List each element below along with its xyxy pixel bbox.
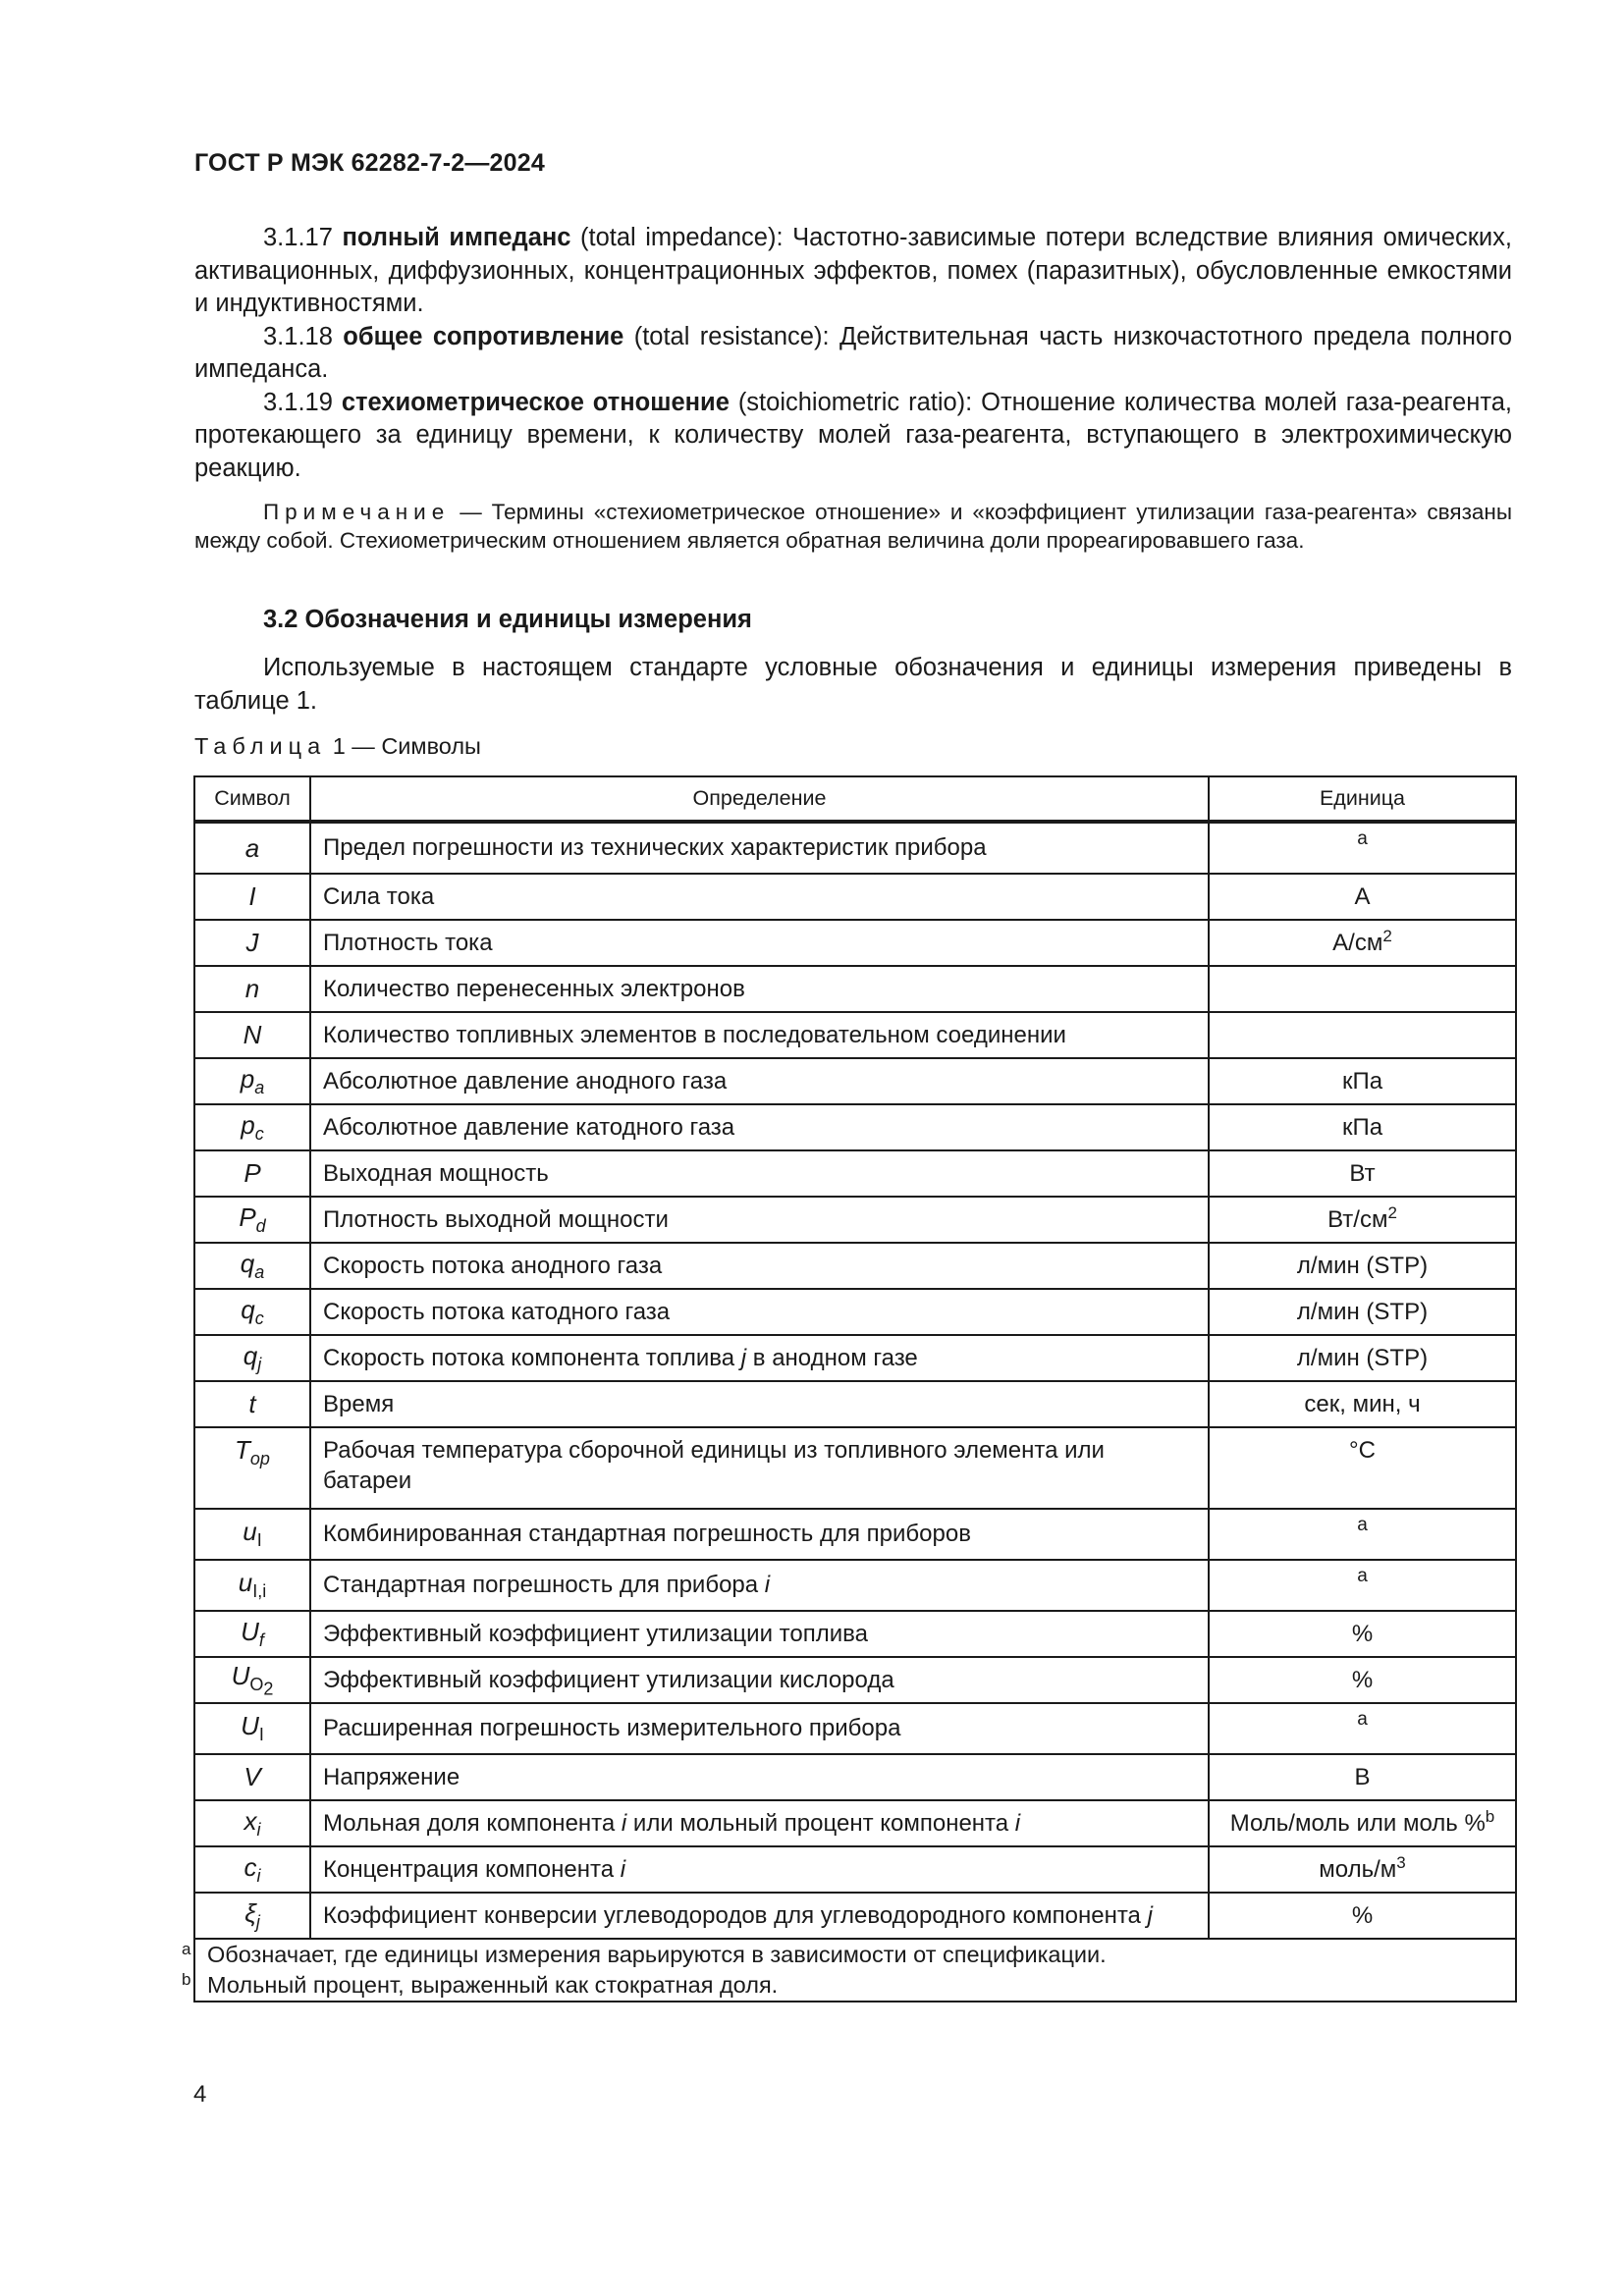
unit-text: A: [1354, 882, 1371, 910]
definition-english: (stoichiometric ratio):: [737, 388, 973, 416]
definition-text: Эффективный коэффициент утилизации топлива: [323, 1620, 868, 1647]
table-header-row: [194, 776, 1516, 822]
definition-cell: [310, 874, 1209, 920]
definition-cell: [310, 1381, 1209, 1427]
definition-cell: [310, 1703, 1209, 1754]
definition-text: Скорость потока компонента топлива: [323, 1344, 741, 1371]
symbol-cell: [194, 874, 310, 920]
unit-superscript: a: [1357, 1515, 1368, 1535]
symbol-cell: [194, 1509, 310, 1560]
note-text: — Термины «стехиометрическое отношение» и «коэффициент утилизации газа-реагента» связаны между собой. Стехиометрическим отношением является обратная величина доли прореагировавшего газа.: [194, 500, 1512, 553]
table-caption: [194, 733, 481, 760]
table-caption-text: 1 — Символы: [332, 733, 481, 759]
unit-text: л/мин (STP): [1296, 1252, 1429, 1279]
symbol-subscript: d: [255, 1216, 266, 1237]
definition-text: Абсолютное давление анодного газа: [323, 1067, 728, 1095]
unit-cell: [1209, 1289, 1516, 1335]
unit-cell: [1209, 1509, 1516, 1560]
definition-text: Количество топливных элементов в последовательном соединении: [323, 1021, 1066, 1048]
symbol-text: u: [243, 1517, 257, 1547]
definition-text: Частотно-зависимые потери вследствие влияния омических, активационных, диффузионных, концентрационных эффектов, помех (паразитных), обусловленные емкостями и индуктивностями.: [194, 224, 1513, 317]
unit-text: л/мин (STP): [1296, 1344, 1429, 1371]
symbol-cell: [194, 1012, 310, 1058]
symbol-text: P: [239, 1201, 256, 1232]
footnote-mark: a: [182, 1940, 191, 1958]
symbol-cell: [194, 1335, 310, 1381]
definition-english: (total impedance):: [580, 224, 784, 251]
unit-text: моль/м: [1319, 1855, 1397, 1883]
unit-text: %: [1351, 1666, 1374, 1693]
section-title: 3.2 Обозначения и единицы измерения: [263, 606, 752, 633]
unit-cell: [1209, 1427, 1516, 1509]
header-definition: Определение: [310, 776, 1209, 822]
table-row: [194, 1703, 1516, 1754]
table-row: [194, 1509, 1516, 1560]
symbol-text: p: [240, 1063, 255, 1094]
footnote-mark: b: [182, 1970, 191, 1989]
symbol-text: T: [235, 1435, 250, 1465]
table-row: [194, 1289, 1516, 1335]
unit-cell: [1209, 1058, 1516, 1104]
definition-term: полный импеданс: [342, 224, 571, 251]
definition-text: Предел погрешности из технических характеристик прибора: [323, 834, 987, 861]
definition-cell: [310, 1427, 1209, 1509]
symbol-subscript: j: [257, 1355, 262, 1375]
symbol-subscript: I: [258, 1725, 264, 1745]
section-intro-block: [194, 652, 1512, 718]
definition-number: 3.1.17: [263, 224, 333, 251]
unit-cell: [1209, 920, 1516, 966]
symbol-text: ξ: [244, 1897, 256, 1928]
symbol-text: U: [241, 1616, 259, 1646]
symbol-text: p: [241, 1109, 255, 1140]
definition-text: Стандартная погрешность для прибора: [323, 1572, 765, 1598]
definition-text: Мольная доля компонента: [323, 1809, 622, 1837]
table-row: [194, 1104, 1516, 1150]
table-row: [194, 1150, 1516, 1197]
symbol-subscript-2: 2: [263, 1679, 274, 1699]
definition-cell: [310, 1058, 1209, 1104]
definition-cell: [310, 1893, 1209, 1939]
definition-text-end: или мольный процент компонента: [626, 1809, 1015, 1837]
definition-text: Скорость потока катодного газа: [323, 1298, 671, 1325]
definition-text: Эффективный коэффициент утилизации кислорода: [323, 1666, 894, 1693]
definition-3-1-17: [194, 222, 1512, 321]
definitions-block: [194, 222, 1512, 555]
page-number: 4: [193, 2081, 207, 2108]
symbol-subscript: I: [256, 1530, 262, 1551]
definition-cell: [310, 1012, 1209, 1058]
table-row: [194, 1560, 1516, 1611]
definition-term: стехиометрическое отношение: [341, 388, 730, 416]
definition-cell: [310, 920, 1209, 966]
unit-cell: [1209, 1012, 1516, 1058]
footnote-line: [182, 1940, 1503, 1970]
symbol-subscript: c: [254, 1308, 264, 1329]
definition-cell: [310, 966, 1209, 1012]
unit-superscript: a: [1357, 828, 1368, 849]
unit-text: A/см: [1332, 929, 1383, 956]
unit-superscript: a: [1357, 1566, 1368, 1586]
unit-cell: [1209, 1243, 1516, 1289]
unit-cell: [1209, 1104, 1516, 1150]
definition-term: общее сопротивление: [343, 322, 624, 350]
definition-text: Расширенная погрешность измерительного прибора: [323, 1715, 901, 1741]
symbol-subscript: op: [249, 1449, 270, 1469]
unit-text: кПа: [1341, 1067, 1383, 1095]
unit-cell: [1209, 1893, 1516, 1939]
definition-text: Скорость потока анодного газа: [323, 1252, 663, 1279]
table-caption-label: Таблица: [194, 733, 327, 759]
unit-cell: [1209, 822, 1516, 874]
symbol-cell: [194, 1289, 310, 1335]
symbol-text: U: [241, 1711, 259, 1741]
unit-text: °C: [1349, 1437, 1376, 1464]
header-unit: Единица: [1209, 776, 1516, 822]
unit-cell: [1209, 1800, 1516, 1846]
symbol-text: V: [244, 1762, 261, 1791]
symbol-text: q: [243, 1340, 258, 1370]
symbol-cell: [194, 1150, 310, 1197]
table-row: [194, 1754, 1516, 1800]
unit-cell: [1209, 1381, 1516, 1427]
unit-text: B: [1354, 1763, 1371, 1790]
symbol-cell: [194, 1893, 310, 1939]
definition-cell: [310, 1509, 1209, 1560]
table-row: [194, 1381, 1516, 1427]
symbol-subscript: a: [254, 1262, 265, 1283]
definition-text: Сила тока: [323, 882, 435, 910]
symbol-cell: [194, 1611, 310, 1657]
definition-cell: [310, 1657, 1209, 1703]
definition-cell: [310, 1289, 1209, 1335]
symbols-table: [182, 775, 1517, 2002]
definition-text: Отношение количества молей газа-реагента, протекающего за единицу времени, к количеству молей газа-реагента, вступающего в электрохимическую реакцию.: [194, 388, 1512, 482]
symbol-text: q: [241, 1294, 255, 1324]
symbol-text: U: [231, 1660, 250, 1690]
definition-text: Рабочая температура сборочной единицы из топливного элемента или батареи: [323, 1437, 1105, 1494]
definition-italic: i: [764, 1572, 771, 1598]
note-label: Примечание: [263, 500, 451, 524]
unit-text: л/мин (STP): [1296, 1298, 1429, 1325]
symbol-cell: [194, 920, 310, 966]
symbol-cell: [194, 1381, 310, 1427]
definition-text-end: в анодном газе: [746, 1344, 918, 1371]
unit-cell: [1209, 1754, 1516, 1800]
unit-cell: [1209, 874, 1516, 920]
definition-cell: [310, 1150, 1209, 1197]
symbol-subscript: c: [254, 1124, 264, 1145]
symbol-cell: [194, 1427, 310, 1509]
unit-text: Моль/моль или моль %: [1229, 1809, 1486, 1837]
unit-superscript: a: [1357, 1709, 1368, 1730]
definition-cell: [310, 1560, 1209, 1611]
definition-cell: [310, 1611, 1209, 1657]
unit-text: %: [1351, 1901, 1374, 1929]
symbol-subscript: j: [255, 1912, 260, 1933]
symbol-subscript: I,i: [252, 1581, 267, 1602]
definition-number: 3.1.19: [263, 388, 333, 416]
table-row: [194, 1243, 1516, 1289]
symbol-text: q: [240, 1248, 255, 1278]
note: [194, 499, 1512, 555]
table-row: [194, 1012, 1516, 1058]
footnote-row: [194, 1939, 1516, 2002]
unit-cell: [1209, 1846, 1516, 1893]
symbol-text: n: [244, 974, 260, 1003]
definition-cell: [310, 1800, 1209, 1846]
unit-cell: [1209, 1560, 1516, 1611]
definition-3-1-19: [194, 387, 1512, 486]
definition-text: Напряжение: [323, 1763, 460, 1790]
definition-cell: [310, 1197, 1209, 1243]
table-row: [194, 1427, 1516, 1509]
table-row: [194, 1058, 1516, 1104]
definition-italic: i: [1014, 1809, 1021, 1837]
document-header: ГОСТ Р МЭК 62282-7-2—2024: [194, 149, 545, 177]
table-row: [194, 1846, 1516, 1893]
unit-text: %: [1351, 1620, 1374, 1647]
unit-text: Вт/см: [1327, 1205, 1388, 1233]
definition-cell: [310, 1243, 1209, 1289]
table-row: [194, 1893, 1516, 1939]
symbol-subscript: O2: [249, 1674, 274, 1699]
unit-superscript: b: [1485, 1806, 1495, 1826]
symbol-cell: [194, 1243, 310, 1289]
table-row: [194, 966, 1516, 1012]
symbol-cell: [194, 1846, 310, 1893]
unit-superscript: 2: [1382, 926, 1392, 945]
symbol-cell: [194, 1800, 310, 1846]
definition-text: Действительная часть низкочастотного предела полного импеданса.: [194, 322, 1513, 383]
footnote-text: Мольный процент, выраженный как стократная доля.: [207, 1972, 779, 1998]
definition-text: Количество перенесенных электронов: [323, 975, 745, 1002]
unit-cell: [1209, 1611, 1516, 1657]
definition-italic: i: [620, 1855, 626, 1883]
symbol-subscript: f: [258, 1630, 264, 1651]
unit-cell: [1209, 1703, 1516, 1754]
table-row: [194, 874, 1516, 920]
unit-cell: [1209, 1197, 1516, 1243]
definition-text: Коэффициент конверсии углеводородов для углеводородного компонента: [323, 1901, 1148, 1929]
definition-text: Комбинированная стандартная погрешность для приборов: [323, 1521, 971, 1547]
symbol-subscript: i: [256, 1866, 261, 1887]
symbol-text: J: [245, 928, 259, 957]
symbol-text: I: [248, 881, 256, 911]
symbol-text: u: [238, 1568, 253, 1598]
unit-cell: [1209, 1335, 1516, 1381]
unit-superscript: 3: [1396, 1852, 1406, 1872]
table-row: [194, 1335, 1516, 1381]
unit-text: сек, мин, ч: [1304, 1390, 1421, 1417]
definition-number: 3.1.18: [263, 322, 333, 350]
definition-cell: [310, 1754, 1209, 1800]
symbol-cell: [194, 1754, 310, 1800]
definition-cell: [310, 1846, 1209, 1893]
symbol-cell: [194, 822, 310, 874]
unit-text: Вт: [1349, 1159, 1376, 1187]
symbol-cell: [194, 1104, 310, 1150]
definition-cell: [310, 1335, 1209, 1381]
symbol-text: c: [244, 1851, 257, 1882]
unit-text: кПа: [1341, 1113, 1383, 1141]
table-row: [194, 1611, 1516, 1657]
symbol-text: N: [243, 1020, 262, 1049]
table-row: [194, 1800, 1516, 1846]
table-row: [194, 1197, 1516, 1243]
definition-text: Плотность выходной мощности: [323, 1205, 669, 1233]
definition-text: Плотность тока: [323, 929, 493, 956]
symbol-subscript: i: [256, 1820, 261, 1841]
definition-3-1-18: [194, 321, 1512, 387]
symbol-subscript: a: [254, 1078, 265, 1098]
definition-text: Время: [323, 1390, 395, 1417]
unit-cell: [1209, 966, 1516, 1012]
definition-italic: j: [1147, 1901, 1153, 1929]
definition-italic: j: [740, 1344, 747, 1371]
table-row: [194, 822, 1516, 874]
definition-text: Концентрация компонента: [323, 1855, 621, 1883]
symbol-text: a: [244, 832, 260, 863]
symbol-cell: [194, 966, 310, 1012]
unit-cell: [1209, 1657, 1516, 1703]
symbol-cell: [194, 1657, 310, 1703]
table-row: [194, 920, 1516, 966]
section-intro: Используемые в настоящем стандарте условные обозначения и единицы измерения приведены в таблице 1.: [194, 654, 1512, 715]
definition-english: (total resistance):: [633, 322, 830, 350]
definition-italic: i: [621, 1809, 627, 1837]
definition-text: Выходная мощность: [323, 1159, 549, 1187]
symbol-text: x: [244, 1805, 257, 1836]
definition-cell: [310, 822, 1209, 874]
symbol-text: P: [244, 1158, 261, 1188]
symbol-cell: [194, 1560, 310, 1611]
footnote-text: Обозначает, где единицы измерения варьируются в зависимости от спецификации.: [207, 1942, 1107, 1967]
table-row: [194, 1657, 1516, 1703]
header-symbol: Символ: [194, 776, 310, 822]
symbol-cell: [194, 1058, 310, 1104]
definition-text: Абсолютное давление катодного газа: [323, 1113, 735, 1141]
symbol-cell: [194, 1197, 310, 1243]
unit-cell: [1209, 1150, 1516, 1197]
symbol-cell: [194, 1703, 310, 1754]
definition-cell: [310, 1104, 1209, 1150]
footnote-cell: [182, 1939, 1516, 2002]
footnote-line: [182, 1970, 1503, 2001]
symbol-text: t: [248, 1389, 256, 1418]
unit-superscript: 2: [1387, 1202, 1397, 1222]
